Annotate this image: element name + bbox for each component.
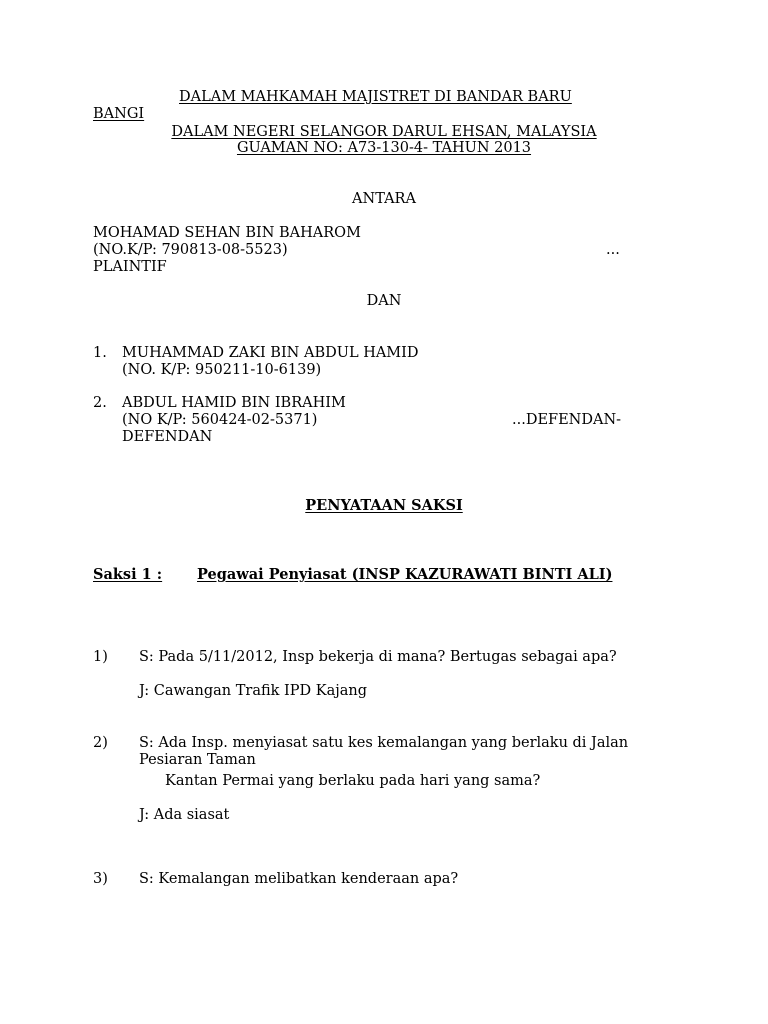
- and-label: DAN: [366, 293, 402, 309]
- plaintiff-ic: (NO.K/P: 790813-08-5523): [93, 242, 288, 258]
- between-label: ANTARA: [352, 191, 416, 207]
- plaintiff-role-dots: ...: [606, 242, 620, 258]
- defendant-role: ...DEFENDAN-: [512, 412, 622, 428]
- court-title-line1-wrap: BANGI: [93, 106, 145, 122]
- question-2-number: 2): [93, 735, 108, 751]
- defendant-1-number: 1.: [93, 345, 107, 361]
- question-2-text-wrap2: Kantan Permai yang berlaku pada hari yang sama?: [165, 773, 541, 789]
- defendant-1-name: MUHAMMAD ZAKI BIN ABDUL HAMID: [122, 345, 419, 361]
- defendant-1-ic: (NO. K/P: 950211-10-6139): [122, 362, 322, 378]
- question-3-text: S: Kemalangan melibatkan kenderaan apa?: [139, 871, 459, 887]
- statement-title: PENYATAAN SAKSI: [305, 497, 463, 514]
- plaintiff-name: MOHAMAD SEHAN BIN BAHAROM: [93, 225, 361, 241]
- witness-label: Saksi 1 :: [93, 566, 163, 583]
- question-2-text-wrap1: Pesiaran Taman: [139, 752, 256, 768]
- case-number: GUAMAN NO: A73-130-4- TAHUN 2013: [236, 140, 532, 156]
- question-3-number: 3): [93, 871, 108, 887]
- answer-2-text: J: Ada siasat: [139, 807, 230, 823]
- defendant-2-ic: (NO K/P: 560424-02-5371): [122, 412, 318, 428]
- answer-1-text: J: Cawangan Trafik IPD Kajang: [139, 683, 367, 699]
- question-1-text: S: Pada 5/11/2012, Insp bekerja di mana? Bertugas sebagai apa?: [139, 649, 617, 665]
- defendant-role-wrap: DEFENDAN: [122, 429, 213, 445]
- defendant-2-number: 2.: [93, 395, 107, 411]
- court-title-line1: DALAM MAHKAMAH MAJISTRET DI BANDAR BARU: [179, 89, 572, 105]
- question-2-text: S: Ada Insp. menyiasat satu kes kemalangan yang berlaku di Jalan: [139, 735, 629, 751]
- court-title-line2: DALAM NEGERI SELANGOR DARUL EHSAN, MALAYSIA: [171, 124, 597, 140]
- question-1-number: 1): [93, 649, 108, 665]
- defendant-2-name: ABDUL HAMID BIN IBRAHIM: [122, 395, 346, 411]
- witness-title: Pegawai Penyiasat (INSP KAZURAWATI BINTI ALI): [197, 566, 613, 583]
- plaintiff-role: PLAINTIF: [93, 259, 167, 275]
